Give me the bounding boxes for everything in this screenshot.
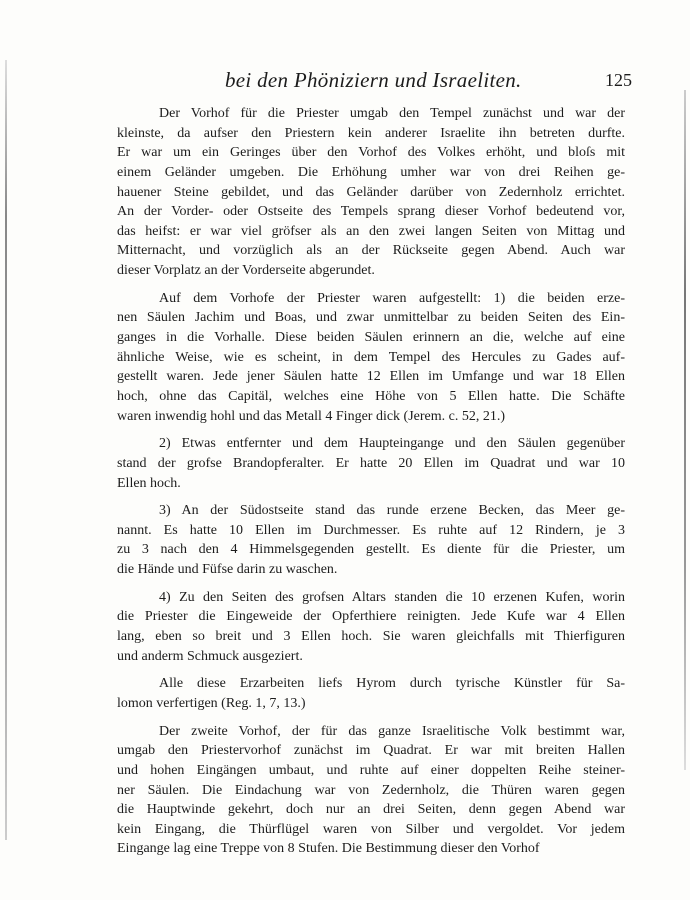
text-line: dieser Vorplatz an der Vorderseite abgerundet. — [117, 263, 375, 279]
paragraph — [117, 674, 625, 713]
text-line: hoch, ohne das Capitäl, welches eine Höhe von 5 Ellen hatte. Die Schäfte — [117, 388, 625, 404]
text-line: und hohen Eingängen umbaut, und ruhte auf einer doppelten Reihe steiner- — [117, 762, 625, 778]
text-line: ner Säulen. Die Eindachung war von Zedernholz, die Thüren waren gegen — [117, 782, 625, 798]
body-text — [117, 104, 625, 859]
text-line: umgab den Priestervorhof zunächst im Quadrat. Er war mit breiten Hallen — [117, 743, 625, 759]
paragraph — [117, 434, 625, 493]
running-title: bei den Phöniziern und Israeliten. — [225, 68, 522, 92]
text-line: waren inwendig hohl und das Metall 4 Finger dick (Jerem. c. 52, 21.) — [117, 408, 506, 424]
paragraph-gap — [117, 714, 625, 722]
text-line: nen Säulen Jachim und Boas, und zwar unmittelbar zu beiden Seiten des Ein- — [117, 310, 625, 326]
text-line: nannt. Es hatte 10 Ellen im Durchmesser. Es ruhte auf 12 Rindern, je 3 — [117, 522, 625, 538]
text-line: einem Geländer umgeben. Die Erhöhung umher war von drei Reihen ge- — [117, 164, 625, 180]
text-line: 3) An der Südostseite stand das runde erzene Becken, das Meer ge- — [159, 503, 625, 519]
text-line: Der zweite Vorhof, der für das ganze Israelitische Volk bestimmt war, — [159, 723, 625, 739]
text-line: lomon verfertigen (Reg. 1, 7, 13.) — [117, 695, 306, 711]
paragraph-gap — [117, 666, 625, 674]
paragraph-gap — [117, 580, 625, 588]
text-line: zu 3 nach den 4 Himmelsgegenden gestellt. Es diente für die Priester, um — [117, 542, 625, 558]
text-line: 2) Etwas entfernter und dem Haupteingange und den Säulen gegenüber — [159, 436, 625, 452]
text-line: ganges in die Vorhalle. Diese beiden Säulen erinnern an die, welche auf eine — [117, 330, 625, 346]
text-line: die Hände und Füfse darin zu waschen. — [117, 562, 338, 578]
text-line: die Priester die Eingeweide der Opferthiere reinigten. Jede Kufe war 4 Ellen — [117, 609, 625, 625]
paragraph — [117, 722, 625, 859]
text-line: Mitternacht, und vorzüglich als an der Rückseite gegen Abend. Auch war — [117, 243, 625, 259]
paragraph — [117, 588, 625, 667]
page-edge-left — [5, 60, 7, 840]
paragraph — [117, 104, 625, 281]
text-line: Auf dem Vorhofe der Priester waren aufgestellt: 1) die beiden erze- — [159, 290, 625, 306]
paragraph-gap — [117, 426, 625, 434]
text-line: stand der grofse Brandopferalter. Er hatte 20 Ellen im Quadrat und war 10 — [117, 455, 625, 471]
paragraph — [117, 501, 625, 580]
paragraph-gap — [117, 281, 625, 289]
text-line: hauener Steine gebildet, und das Geländer darüber von Zedernholz errichtet. — [117, 184, 625, 200]
paragraph-gap — [117, 493, 625, 501]
text-line: die Hauptwinde gekehrt, doch nur an drei Seiten, denn gegen Abend war — [117, 802, 625, 818]
text-line: ähnliche Weise, wie es scheint, in dem Tempel des Hercules zu Gades auf- — [117, 349, 625, 365]
text-line: und anderm Schmuck ausgeziert. — [117, 648, 303, 664]
page-header — [160, 68, 632, 96]
text-line: 4) Zu den Seiten des grofsen Altars standen die 10 erzenen Kufen, worin — [159, 589, 625, 605]
text-line: Er war um ein Geringes über den Vorhof des Volkes erhöht, und bloſs mit — [117, 145, 625, 161]
text-line: Der Vorhof für die Priester umgab den Tempel zunächst und war der — [159, 106, 625, 121]
text-line: kleinste, da aufser den Priestern kein anderer Israelite ihn betreten durfte. — [117, 125, 625, 141]
text-line: kein Eingang, die Thürflügel waren von Silber und vergoldet. Vor jedem — [117, 821, 625, 837]
text-line: An der Vorder- oder Ostseite des Tempels sprang dieser Vorhof bedeutend vor, — [117, 204, 625, 220]
paragraph — [117, 289, 625, 426]
page-number: 125 — [605, 70, 632, 90]
page-edge-right — [684, 90, 686, 770]
text-line: Alle diese Erzarbeiten liefs Hyrom durch tyrische Künstler für Sa- — [159, 676, 625, 692]
text-line: Eingange lag eine Treppe von 8 Stufen. Die Bestimmung dieser den Vorhof — [117, 841, 540, 857]
text-line: Ellen hoch. — [117, 475, 181, 491]
text-line: das heifst: er war viel gröfser als an den zwei langen Seiten von Mittag und — [117, 223, 625, 239]
text-line: lang, eben so breit und 3 Ellen hoch. Sie waren gleichfalls mit Thierfiguren — [117, 629, 625, 645]
text-line: gestellt waren. Jede jener Säulen hatte 12 Ellen im Umfange und war 18 Ellen — [117, 369, 625, 385]
